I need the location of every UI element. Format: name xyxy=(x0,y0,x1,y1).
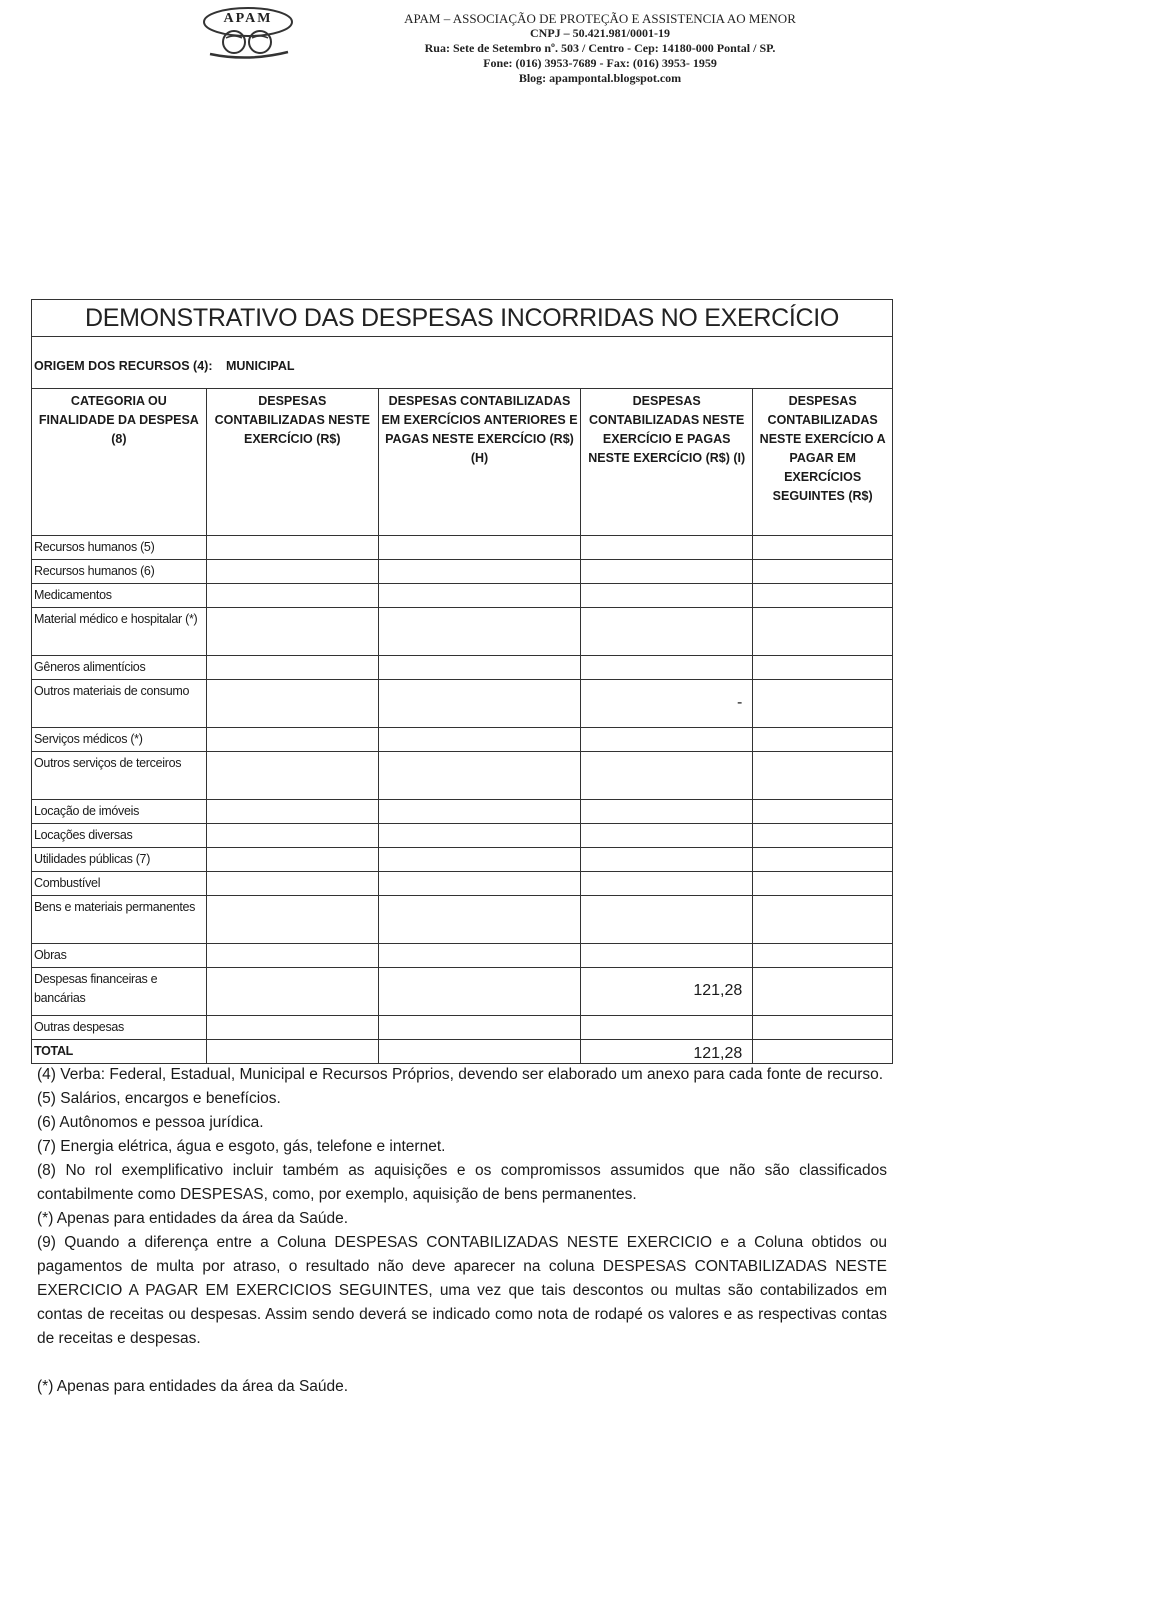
address: Rua: Sete de Setembro nº. 503 / Centro - Cep: 14180-000 Pontal / SP. xyxy=(424,41,776,55)
row-value-c2 xyxy=(378,847,580,871)
origin-label: ORIGEM DOS RECURSOS (4): xyxy=(34,359,213,373)
letterhead xyxy=(340,11,860,86)
row-value-c1 xyxy=(206,847,378,871)
note-health: (*) Apenas para entidades da área da Saúde. xyxy=(37,1210,349,1227)
row-value-c2 xyxy=(378,655,580,679)
row-value-c1 xyxy=(206,727,378,751)
table-row xyxy=(32,679,892,727)
row-value-c2 xyxy=(378,943,580,967)
row-category: Outras despesas xyxy=(32,1015,206,1039)
table-row xyxy=(32,583,892,607)
total-value-c2 xyxy=(378,1039,580,1063)
row-value-c3 xyxy=(581,871,753,895)
header-category: CATEGORIA OU FINALIDADE DA DESPESA (8) xyxy=(32,389,206,535)
row-value-c1 xyxy=(206,751,378,799)
row-value-c1 xyxy=(206,895,378,943)
row-value-c2 xyxy=(378,679,580,727)
note-6: (6) Autônomos e pessoa jurídica. xyxy=(37,1114,264,1131)
row-value-c4 xyxy=(753,799,892,823)
row-value-c1 xyxy=(206,943,378,967)
table-row xyxy=(32,559,892,583)
row-value-c4 xyxy=(753,1015,892,1039)
row-value-c1 xyxy=(206,535,378,559)
row-value-c4 xyxy=(753,607,892,655)
table-row xyxy=(32,847,892,871)
expense-form xyxy=(31,299,893,1064)
note-8: (8) No rol exemplificativo incluir também as aquisições e os compromissos assumidos que não são classificados contabilmente como DESPESAS, como, por exemplo, aquisição de bens permanentes. xyxy=(37,1162,887,1203)
table-header-row xyxy=(32,389,892,535)
row-value-c4 xyxy=(753,967,892,1015)
row-value-c3 xyxy=(581,727,753,751)
table-row xyxy=(32,799,892,823)
row-value-c1 xyxy=(206,607,378,655)
table-row xyxy=(32,871,892,895)
origin-value: MUNICIPAL xyxy=(225,359,295,373)
table-row xyxy=(32,895,892,943)
row-value-c4 xyxy=(753,895,892,943)
form-title: DEMONSTRATIVO DAS DESPESAS INCORRIDAS NO EXERCÍCIO xyxy=(32,300,892,337)
row-category: Despesas financeiras e bancárias xyxy=(32,967,206,1015)
row-value-c2 xyxy=(378,871,580,895)
row-value-c3 xyxy=(581,583,753,607)
row-value-c1 xyxy=(206,871,378,895)
row-value-c1 xyxy=(206,967,378,1015)
row-value-c4 xyxy=(753,535,892,559)
row-value-c4 xyxy=(753,583,892,607)
row-category: Outros materiais de consumo xyxy=(32,679,206,727)
row-value-c2 xyxy=(378,559,580,583)
row-value-c3 xyxy=(581,895,753,943)
row-value-c3 xyxy=(581,823,753,847)
table-row xyxy=(32,943,892,967)
row-value-c4 xyxy=(753,847,892,871)
row-value-c2 xyxy=(378,535,580,559)
row-value-c3 xyxy=(581,655,753,679)
row-value-c1 xyxy=(206,559,378,583)
note-7: (7) Energia elétrica, água e esgoto, gás, telefone e internet. xyxy=(37,1138,446,1155)
row-value-c3 xyxy=(581,607,753,655)
logo-lettering: APAM xyxy=(223,11,273,26)
row-value-c1 xyxy=(206,823,378,847)
row-value-c4 xyxy=(753,751,892,799)
row-value-c4 xyxy=(753,727,892,751)
table-row xyxy=(32,1015,892,1039)
table-row xyxy=(32,967,892,1015)
row-value-c3 xyxy=(581,799,753,823)
header-current-year: DESPESAS CONTABILIZADAS NESTE EXERCÍCIO (R$) xyxy=(206,389,378,535)
row-value-c4 xyxy=(753,871,892,895)
row-value-c2 xyxy=(378,799,580,823)
footnotes xyxy=(37,1063,887,1399)
expense-table xyxy=(32,389,892,1063)
row-category: Recursos humanos (6) xyxy=(32,559,206,583)
row-value-c3 xyxy=(581,1015,753,1039)
header-to-pay: DESPESAS CONTABILIZADAS NESTE EXERCÍCIO A PAGAR EM EXERCÍCIOS SEGUINTES (R$) xyxy=(753,389,892,535)
row-value-c4 xyxy=(753,823,892,847)
row-category: Material médico e hospitalar (*) xyxy=(32,607,206,655)
row-value-c4 xyxy=(753,559,892,583)
row-category: Serviços médicos (*) xyxy=(32,727,206,751)
row-value-c1 xyxy=(206,655,378,679)
row-value-c3 xyxy=(581,751,753,799)
row-value-c1 xyxy=(206,1015,378,1039)
total-label: TOTAL xyxy=(32,1039,206,1063)
row-value-c2 xyxy=(378,751,580,799)
row-value-c3 xyxy=(581,847,753,871)
header-current-paid: DESPESAS CONTABILIZADAS NESTE EXERCÍCIO E PAGAS NESTE EXERCÍCIO (R$) (I) xyxy=(581,389,753,535)
phone: Fone: (016) 3953-7689 - Fax: (016) 3953- 1959 xyxy=(483,56,717,70)
note-health-repeat: (*) Apenas para entidades da área da Saúde. xyxy=(37,1378,349,1395)
row-category: Utilidades públicas (7) xyxy=(32,847,206,871)
row-category: Bens e materiais permanentes xyxy=(32,895,206,943)
origin-of-resources xyxy=(32,337,892,389)
row-value-c2 xyxy=(378,583,580,607)
cnpj: CNPJ – 50.421.981/0001-19 xyxy=(530,26,670,40)
note-9: (9) Quando a diferença entre a Coluna DESPESAS CONTABILIZADAS NESTE EXERCICIO e a Coluna obtidos ou pagamentos de multa por atraso, o resultado não deve aparecer na coluna DESPESAS CONTABILIZADAS NESTE EXERCICIO A PAGAR EM EXERCICIOS SEGUINTES, uma vez que tais descontos ou multas são contabilizados em contas de receitas ou despesas. Assim sendo deverá se indicado como nota de rodapé os valores e as respectivas contas de receitas e despesas. xyxy=(37,1234,887,1347)
row-category: Obras xyxy=(32,943,206,967)
row-value-c4 xyxy=(753,655,892,679)
row-value-c2 xyxy=(378,895,580,943)
table-row xyxy=(32,727,892,751)
total-value-c4 xyxy=(753,1039,892,1063)
row-category: Recursos humanos (5) xyxy=(32,535,206,559)
row-value-c4 xyxy=(753,679,892,727)
row-category: Gêneros alimentícios xyxy=(32,655,206,679)
row-value-c3: 121,28 xyxy=(581,967,753,1015)
row-value-c1 xyxy=(206,583,378,607)
note-4: (4) Verba: Federal, Estadual, Municipal e Recursos Próprios, devendo ser elaborado um anexo para cada fonte de recurso. xyxy=(37,1066,884,1083)
row-value-c2 xyxy=(378,727,580,751)
total-row xyxy=(32,1039,892,1063)
row-value-c3 xyxy=(581,559,753,583)
row-category: Medicamentos xyxy=(32,583,206,607)
row-value-c3 xyxy=(581,943,753,967)
row-value-c2 xyxy=(378,967,580,1015)
row-category: Outros serviços de terceiros xyxy=(32,751,206,799)
row-value-c1 xyxy=(206,679,378,727)
table-row xyxy=(32,607,892,655)
blog: Blog: apampontal.blogspot.com xyxy=(518,71,682,85)
note-5: (5) Salários, encargos e benefícios. xyxy=(37,1090,281,1107)
row-value-c2 xyxy=(378,1015,580,1039)
row-value-c2 xyxy=(378,823,580,847)
row-value-c3: - xyxy=(581,679,753,727)
table-row xyxy=(32,655,892,679)
row-category: Locações diversas xyxy=(32,823,206,847)
org-name: APAM – ASSOCIAÇÃO DE PROTEÇÃO E ASSISTENCIA AO MENOR xyxy=(404,11,796,26)
header-previous-years: DESPESAS CONTABILIZADAS EM EXERCÍCIOS ANTERIORES E PAGAS NESTE EXERCÍCIO (R$) (H) xyxy=(378,389,580,535)
apam-logo xyxy=(200,4,296,60)
total-value-c3: 121,28 xyxy=(581,1039,753,1063)
table-row xyxy=(32,751,892,799)
total-value-c1 xyxy=(206,1039,378,1063)
row-value-c4 xyxy=(753,943,892,967)
row-category: Locação de imóveis xyxy=(32,799,206,823)
row-value-c2 xyxy=(378,607,580,655)
row-value-c3 xyxy=(581,535,753,559)
table-row xyxy=(32,823,892,847)
table-row xyxy=(32,535,892,559)
row-value-c1 xyxy=(206,799,378,823)
row-category: Combustível xyxy=(32,871,206,895)
